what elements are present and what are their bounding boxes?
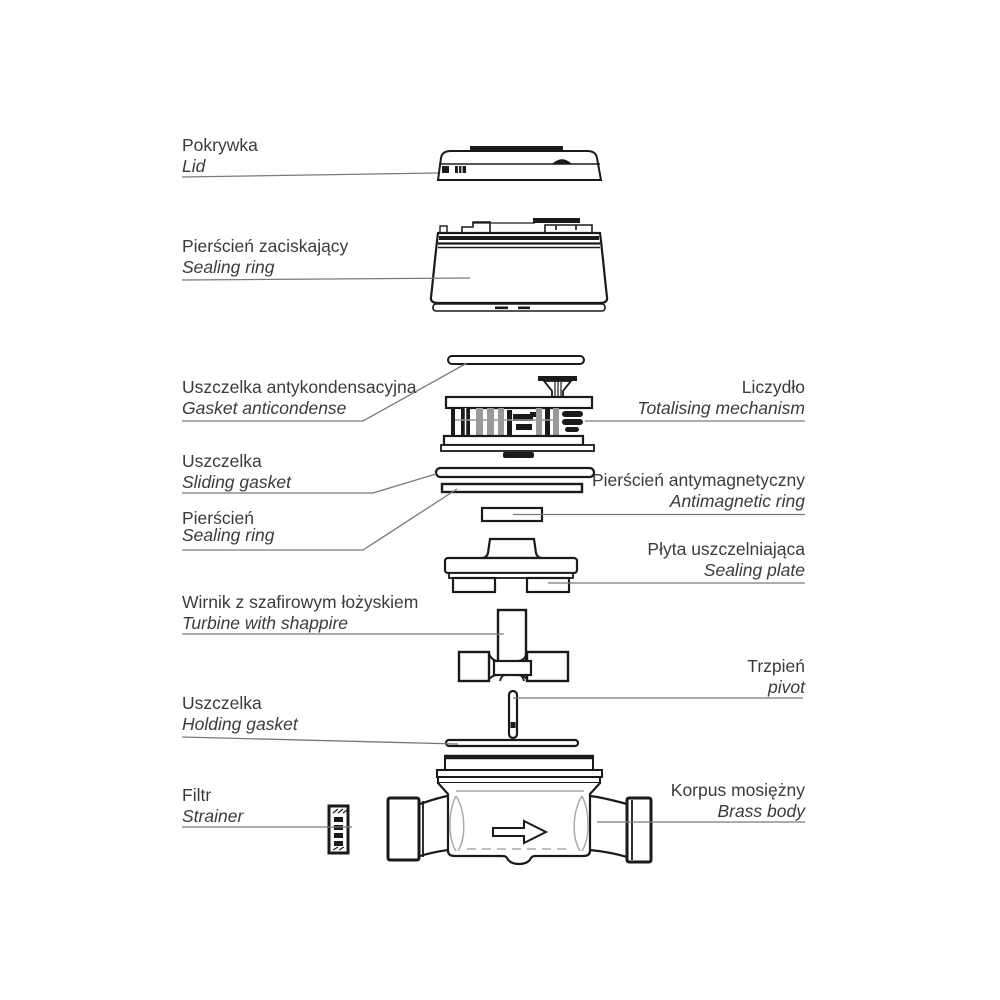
label-sliding-gasket-en: Sliding gasket [182,472,291,492]
label-strainer [182,785,243,827]
anticondense-gasket-drawing [448,356,584,364]
label-anticondense-gasket-en: Gasket anticondense [182,398,347,418]
label-clamping-ring-pl: Pierścień zaciskający [182,236,349,256]
label-sealing-ring [182,510,274,544]
totalising-mechanism-drawing [441,376,594,458]
label-totalising-mechanism-en: Totalising mechanism [637,398,805,418]
label-sliding-gasket-pl: Uszczelka [182,451,262,471]
sealing-plate-drawing [445,539,577,592]
label-totalising-mechanism-pl: Liczydło [741,377,805,397]
label-anticondense-gasket-pl: Uszczelka antykondensacyjna [182,377,417,397]
label-sealing-plate-en: Sealing plate [703,560,805,580]
strainer-drawing [329,806,348,853]
label-antimagnetic-ring-pl: Pierścień antymagnetyczny [591,470,805,490]
label-sealing-plate [647,539,805,581]
label-pivot-en: pivot [768,677,805,697]
sealing-ring-drawing [442,484,582,492]
label-strainer-en: Strainer [182,806,244,826]
clamping-ring-drawing [431,218,607,311]
label-sealing-ring-pl: Pierścień [182,508,254,528]
label-antimagnetic-ring [592,470,805,512]
label-brass-body [671,780,805,822]
turbine-drawing [459,610,568,681]
label-antimagnetic-ring-en: Antimagnetic ring [669,491,805,511]
label-totalising-mechanism [637,377,805,419]
label-lid-en: Lid [182,156,206,176]
label-lid-pl: Pokrywka [182,135,258,155]
label-turbine-pl: Wirnik z szafirowym łożyskiem [182,592,419,612]
label-clamping-ring-en: Sealing ring [182,257,275,277]
label-holding-gasket-en: Holding gasket [182,714,298,734]
label-holding-gasket-pl: Uszczelka [182,693,262,713]
label-brass-body-en: Brass body [717,801,805,821]
label-pivot-pl: Trzpień [747,656,805,676]
holding-gasket-drawing [446,740,578,746]
lid-drawing [438,146,601,180]
sliding-gasket-drawing [436,468,594,477]
label-lid [182,135,258,177]
label-pivot [747,656,805,698]
label-turbine-en: Turbine with shappire [182,613,349,633]
label-sealing-ring-en: Sealing ring [182,525,275,545]
brass-body-drawing [388,757,651,864]
label-brass-body-pl: Korpus mosiężny [670,780,805,800]
label-strainer-pl: Filtr [182,785,212,805]
label-anticondense-gasket [182,377,416,419]
label-turbine [182,592,418,634]
label-sliding-gasket [182,451,291,493]
label-clamping-ring [182,236,348,278]
label-holding-gasket [182,693,298,735]
label-sealing-plate-pl: Płyta uszczelniająca [647,539,805,559]
